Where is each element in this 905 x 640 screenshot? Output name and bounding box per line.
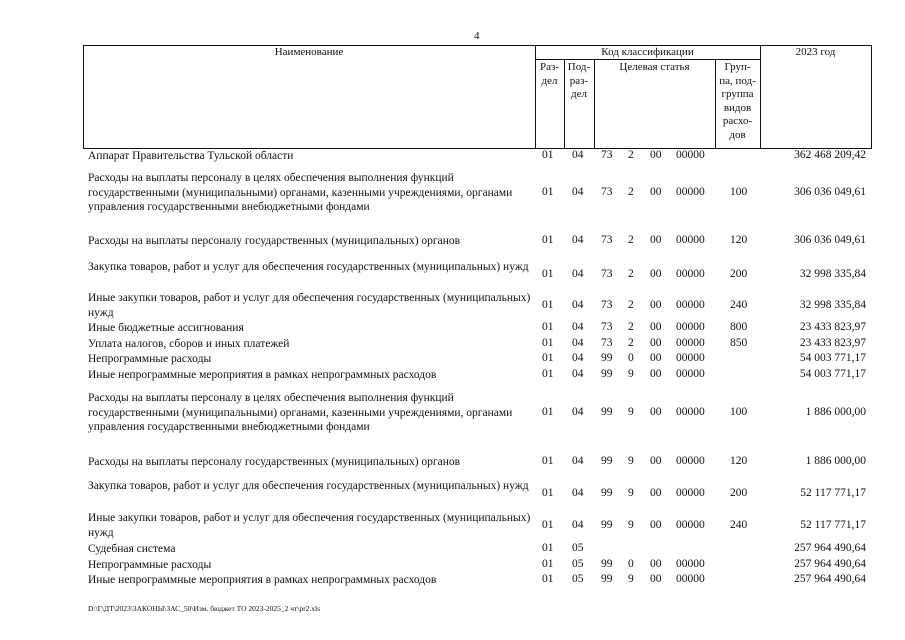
target-code-1: 73: [601, 267, 613, 280]
table-row: [0, 291, 905, 320]
podrazdel-cell: 04: [572, 455, 584, 468]
target-code-1: 73: [601, 321, 613, 334]
target-code-2: 2: [628, 185, 634, 198]
target-code-2: 0: [628, 558, 634, 571]
target-code-3: 00: [650, 368, 662, 381]
target-code-3: 00: [650, 321, 662, 334]
amount-cell: 54 003 771,17: [799, 352, 866, 365]
row-name: Расходы на выплаты персоналу в целях обеспечения выполнения функций государственными (муниципальными) органами, казенными учреждениями, органами управления государственными внебюджетными фондами: [88, 172, 513, 213]
razdel-cell: 01: [542, 455, 554, 468]
expense-type-cell: 100: [730, 405, 748, 418]
target-code-1: 73: [601, 234, 613, 247]
razdel-cell: 01: [542, 352, 554, 365]
header-celevaya: Целевая статья: [619, 61, 690, 73]
podrazdel-cell: 04: [572, 486, 584, 499]
target-code-1: 99: [601, 405, 613, 418]
razdel-cell: 01: [542, 149, 554, 162]
target-code-1: 99: [601, 368, 613, 381]
expense-type-cell: 100: [730, 185, 748, 198]
file-path-footer: D:\Г\ДТ\2023\ЗАКОНЫ\ЗАС_50\Изм. бюджет ТО 2023-2025_2 чт\pr2.xls: [88, 604, 321, 613]
table-row: [0, 542, 905, 557]
amount-cell: 52 117 771,17: [800, 486, 866, 499]
razdel-cell: 01: [542, 321, 554, 334]
expense-type-cell: 120: [730, 455, 748, 468]
target-code-2: 2: [628, 234, 634, 247]
amount-cell: 1 886 000,00: [805, 455, 866, 468]
target-code-3: 00: [650, 405, 662, 418]
razdel-cell: 01: [542, 234, 554, 247]
razdel-cell: 01: [542, 298, 554, 311]
header-name: Наименование: [274, 46, 344, 58]
row-name: Иные непрограммные мероприятия в рамках непрограммных расходов: [88, 574, 437, 586]
target-code-3: 00: [650, 558, 662, 571]
target-code-2: 2: [628, 337, 634, 350]
header-razdel: Раз- дел: [539, 61, 559, 87]
row-name: Иные закупки товаров, работ и услуг для обеспечения государственных (муниципальных) нужд: [88, 292, 531, 319]
razdel-cell: 01: [542, 573, 554, 586]
target-code-3: 00: [650, 234, 662, 247]
table-row: [0, 321, 905, 336]
razdel-cell: 01: [542, 267, 554, 280]
target-code-4: 00000: [676, 337, 705, 350]
row-name: Непрограммные расходы: [88, 353, 212, 365]
expense-type-cell: 200: [730, 486, 748, 499]
target-code-4: 00000: [676, 185, 705, 198]
target-code-4: 00000: [676, 352, 705, 365]
target-code-3: 00: [650, 486, 662, 499]
row-name: Закупка товаров, работ и услуг для обеспечения государственных (муниципальных) нужд: [88, 480, 529, 492]
row-name: Расходы на выплаты персоналу в целях обеспечения выполнения функций государственными (муниципальными) органами, казенными учреждениями, органами управления государственными внебюджетными фондами: [88, 392, 513, 433]
amount-cell: 306 036 049,61: [794, 185, 866, 198]
target-code-3: 00: [650, 267, 662, 280]
row-name: Аппарат Правительства Тульской области: [88, 150, 294, 162]
target-code-4: 00000: [676, 234, 705, 247]
razdel-cell: 01: [542, 518, 554, 531]
table-row: [0, 234, 905, 249]
amount-cell: 23 433 823,97: [799, 321, 866, 334]
target-code-1: 73: [601, 149, 613, 162]
target-code-1: 73: [601, 185, 613, 198]
amount-cell: 306 036 049,61: [794, 234, 866, 247]
table-row: [0, 391, 905, 435]
target-code-4: 00000: [676, 573, 705, 586]
target-code-4: 00000: [676, 455, 705, 468]
table-row: [0, 149, 905, 164]
target-code-2: 0: [628, 352, 634, 365]
target-code-1: 99: [601, 455, 613, 468]
podrazdel-cell: 04: [572, 337, 584, 350]
amount-cell: 52 117 771,17: [800, 518, 866, 531]
podrazdel-cell: 04: [572, 518, 584, 531]
table-row: [0, 479, 905, 508]
target-code-2: 9: [628, 405, 634, 418]
target-code-2: 2: [628, 321, 634, 334]
razdel-cell: 01: [542, 405, 554, 418]
row-name: Судебная система: [88, 543, 176, 555]
target-code-4: 00000: [676, 298, 705, 311]
target-code-2: 9: [628, 455, 634, 468]
podrazdel-cell: 04: [572, 185, 584, 198]
target-code-4: 00000: [676, 518, 705, 531]
row-name: Иные непрограммные мероприятия в рамках непрограммных расходов: [88, 369, 437, 381]
table-row: [0, 368, 905, 383]
target-code-4: 00000: [676, 267, 705, 280]
row-name: Иные закупки товаров, работ и услуг для обеспечения государственных (муниципальных) нужд: [88, 512, 531, 539]
razdel-cell: 01: [542, 185, 554, 198]
row-name: Иные бюджетные ассигнования: [88, 322, 244, 334]
amount-cell: 32 998 335,84: [799, 267, 866, 280]
target-code-3: 00: [650, 298, 662, 311]
amount-cell: 257 964 490,64: [794, 558, 866, 571]
row-name: Расходы на выплаты персоналу государственных (муниципальных) органов: [88, 235, 461, 247]
target-code-1: 99: [601, 558, 613, 571]
target-code-1: 99: [601, 518, 613, 531]
razdel-cell: 01: [542, 486, 554, 499]
target-code-2: 2: [628, 149, 634, 162]
row-name: Уплата налогов, сборов и иных платежей: [88, 338, 290, 350]
podrazdel-cell: 04: [572, 267, 584, 280]
page-number: 4: [474, 30, 480, 42]
target-code-1: 99: [601, 573, 613, 586]
target-code-4: 00000: [676, 368, 705, 381]
row-name: Расходы на выплаты персоналу государственных (муниципальных) органов: [88, 456, 461, 468]
header-year: 2023 год: [795, 46, 836, 58]
expense-type-cell: 240: [730, 298, 748, 311]
table-row: [0, 260, 905, 289]
target-code-3: 00: [650, 518, 662, 531]
target-code-4: 00000: [676, 149, 705, 162]
target-code-3: 00: [650, 573, 662, 586]
table-row: [0, 455, 905, 470]
target-code-4: 00000: [676, 405, 705, 418]
expense-type-cell: 120: [730, 234, 748, 247]
amount-cell: 32 998 335,84: [799, 298, 866, 311]
header-vid: Груп- па, под- группа видов расхо- дов: [719, 61, 756, 141]
podrazdel-cell: 05: [572, 558, 584, 571]
podrazdel-cell: 04: [572, 352, 584, 365]
amount-cell: 54 003 771,17: [799, 368, 866, 381]
row-name: Закупка товаров, работ и услуг для обеспечения государственных (муниципальных) нужд: [88, 261, 529, 273]
razdel-cell: 01: [542, 558, 554, 571]
razdel-cell: 01: [542, 337, 554, 350]
podrazdel-cell: 04: [572, 234, 584, 247]
table-row: [0, 337, 905, 352]
amount-cell: 362 468 209,42: [794, 149, 866, 162]
target-code-2: 9: [628, 486, 634, 499]
target-code-4: 00000: [676, 558, 705, 571]
target-code-3: 00: [650, 337, 662, 350]
target-code-3: 00: [650, 455, 662, 468]
podrazdel-cell: 04: [572, 298, 584, 311]
header-podrazdel: Под- раз- дел: [567, 61, 591, 100]
expense-type-cell: 800: [730, 321, 748, 334]
table-row: [0, 171, 905, 215]
target-code-2: 9: [628, 518, 634, 531]
table-row: [0, 352, 905, 367]
podrazdel-cell: 04: [572, 405, 584, 418]
target-code-3: 00: [650, 352, 662, 365]
podrazdel-cell: 04: [572, 321, 584, 334]
target-code-1: 99: [601, 486, 613, 499]
expense-type-cell: 850: [730, 337, 748, 350]
header-classification: Код классификации: [601, 46, 694, 58]
target-code-2: 9: [628, 368, 634, 381]
podrazdel-cell: 05: [572, 573, 584, 586]
table-row: [0, 573, 905, 588]
amount-cell: 1 886 000,00: [805, 405, 866, 418]
target-code-2: 9: [628, 573, 634, 586]
table-row: [0, 511, 905, 540]
target-code-4: 00000: [676, 321, 705, 334]
target-code-3: 00: [650, 185, 662, 198]
target-code-2: 2: [628, 298, 634, 311]
razdel-cell: 01: [542, 542, 554, 555]
expense-type-cell: 200: [730, 267, 748, 280]
razdel-cell: 01: [542, 368, 554, 381]
expense-type-cell: 240: [730, 518, 748, 531]
amount-cell: 257 964 490,64: [794, 542, 866, 555]
podrazdel-cell: 05: [572, 542, 584, 555]
podrazdel-cell: 04: [572, 149, 584, 162]
podrazdel-cell: 04: [572, 368, 584, 381]
target-code-3: 00: [650, 149, 662, 162]
target-code-2: 2: [628, 267, 634, 280]
target-code-1: 73: [601, 298, 613, 311]
row-name: Непрограммные расходы: [88, 559, 212, 571]
target-code-4: 00000: [676, 486, 705, 499]
amount-cell: 257 964 490,64: [794, 573, 866, 586]
target-code-1: 73: [601, 337, 613, 350]
amount-cell: 23 433 823,97: [799, 337, 866, 350]
table-row: [0, 558, 905, 573]
target-code-1: 99: [601, 352, 613, 365]
